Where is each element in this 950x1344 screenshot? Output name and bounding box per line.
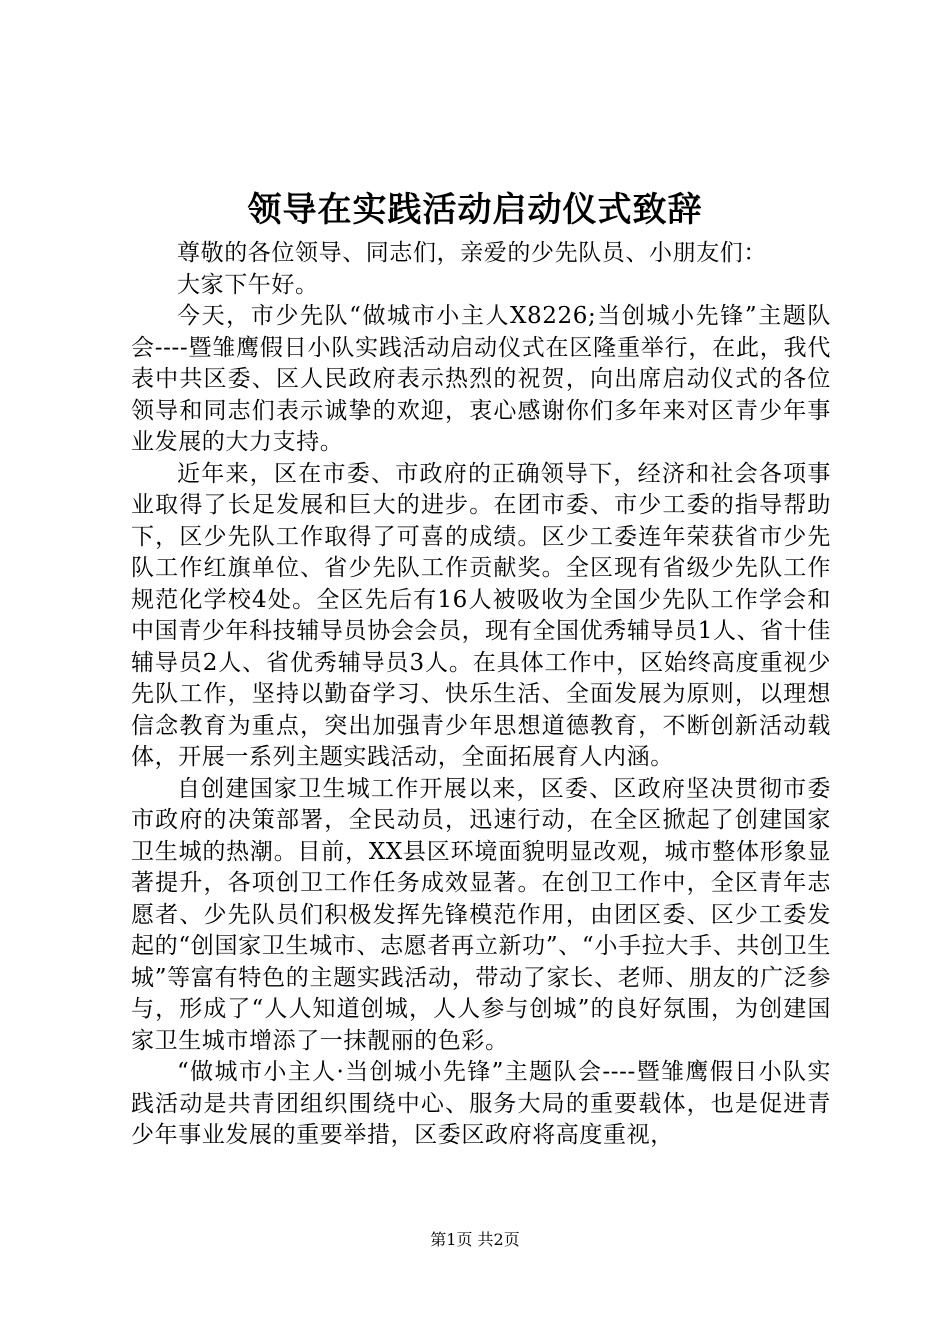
salutation-paragraph: 尊敬的各位领导、同志们，亲爱的少先队员、小朋友们： — [177, 240, 767, 266]
document-body — [131, 238, 831, 1152]
achievements-paragraph: 近年来，区在市委、市政府的正确领导下，经济和社会各项事业取得了长足发展和巨大的进步。在团市委、市少工委的指导帮助下，区少先队工作取得了可喜的成绩。区少工委连年荣获省市少先队工作红旗单位、省少先队工作贡献奖。全区现有省级少先队工作规范化学校4处。全区先后有16人被吸收为全国少先队工作学会和中国青少年科技辅导员协会会员，现有全国优秀辅导员1人、省十佳辅导员2人、省优秀辅导员3人。在具体工作中，区始终高度重视少先队工作，坚持以勤奋学习、快乐生活、全面发展为原则，以理想信念教育为重点，突出加强青少年思想道德教育，不断创新活动载体，开展一系列主题实践活动，全面拓展育人内涵。 — [131, 460, 831, 770]
greeting-paragraph: 大家下午好。 — [177, 271, 319, 298]
document-title: 领导在实践活动启动仪式致辞 — [247, 190, 703, 230]
health-city-paragraph: 自创建国家卫生城工作开展以来，区委、区政府坚决贯彻市委市政府的决策部署，全民动员，迅速行动，在全区掀起了创建国家卫生城的热潮。目前，XX县区环境面貌明显改观，城市整体形象显著提升，各项创卫工作任务成效显著。在创卫工作中，全区青年志愿者、少先队员们积极发挥先锋模范作用，由团区委、区少工委发起的“创国家卫生城市、志愿者再立新功”、“小手拉大手、共创卫生城”等富有特色的主题实践活动，带动了家长、老师、朋友的广泛参与，形成了“人人知道创城，人人参与创城”的良好氛围，为创建国家卫生城市增添了一抹靓丽的色彩。 — [131, 775, 831, 1054]
page-number-footer: 第1页 共2页 — [430, 1230, 520, 1249]
opening-paragraph: 今天，市少先队“做城市小主人X8226;当创城小先锋”主题队会----暨雏鹰假日小队实践活动启动仪式在区隆重举行，在此，我代表中共区委、区人民政府表示热烈的祝贺，向出席启动仪式的各位领导和同志们表示诚挚的欢迎，衷心感谢你们多年来对区青少年事业发展的大力支持。 — [131, 303, 831, 455]
activity-paragraph: “做城市小主人·当创城小先锋”主题队会----暨雏鹰假日小队实践活动是共青团组织围绕中心、服务大局的重要载体，也是促进青少年事业发展的重要举措，区委区政府将高度重视， — [131, 1059, 831, 1148]
